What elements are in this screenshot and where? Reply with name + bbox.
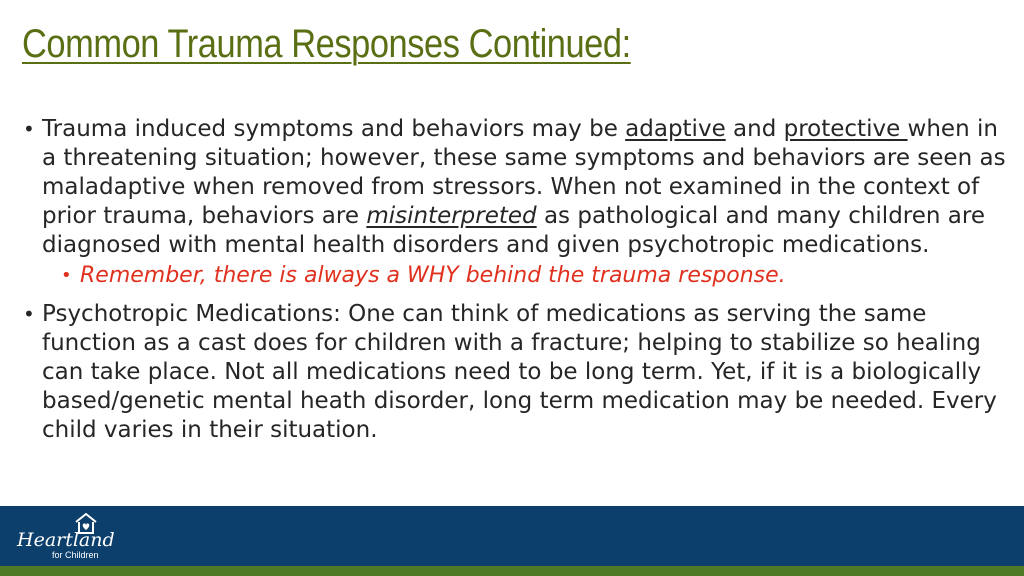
- footer-stripe: [0, 566, 1024, 576]
- bullet-text: as pathological and many children are diagnosed with mental health disorders and given psychotropic medications.: [42, 202, 985, 258]
- heartland-logo: [12, 512, 115, 564]
- protective-link[interactable]: protective: [783, 116, 908, 142]
- bullet-psychotropic-medications: • Psychotropic Medications: One can think of medications as serving the same function as a cast does for children with a fracture; helping to stabilize so healing can take place. Not all medications need to be long term. Yet, if it is a biologically based/genetic mental heath disorder, long term medication may be needed. Every child varies in their situation.: [22, 300, 1012, 445]
- slide-title: Common Trauma Responses Continued:: [22, 22, 631, 66]
- bullet-text: when in a threatening situation; however, these same symptoms and behaviors are seen as maladaptive when removed from stressors. When not examined in the context of prior trauma, behaviors are: [42, 116, 1006, 229]
- bullet-trauma-symptoms: [22, 115, 1012, 260]
- sub-bullet-why: • Remember, there is always a WHY behind the trauma response.: [22, 262, 1012, 291]
- adaptive-link[interactable]: adaptive: [625, 116, 726, 142]
- footer-bar: [0, 506, 1024, 566]
- logo-text: Heartland: [17, 529, 115, 551]
- bullet-text: Trauma induced symptoms and behaviors may be: [42, 116, 626, 142]
- slide-content: [22, 115, 1012, 445]
- logo-subtext: for Children: [52, 550, 99, 560]
- bullet-text: and: [725, 116, 784, 142]
- misinterpreted-emphasis: misinterpreted: [366, 202, 537, 229]
